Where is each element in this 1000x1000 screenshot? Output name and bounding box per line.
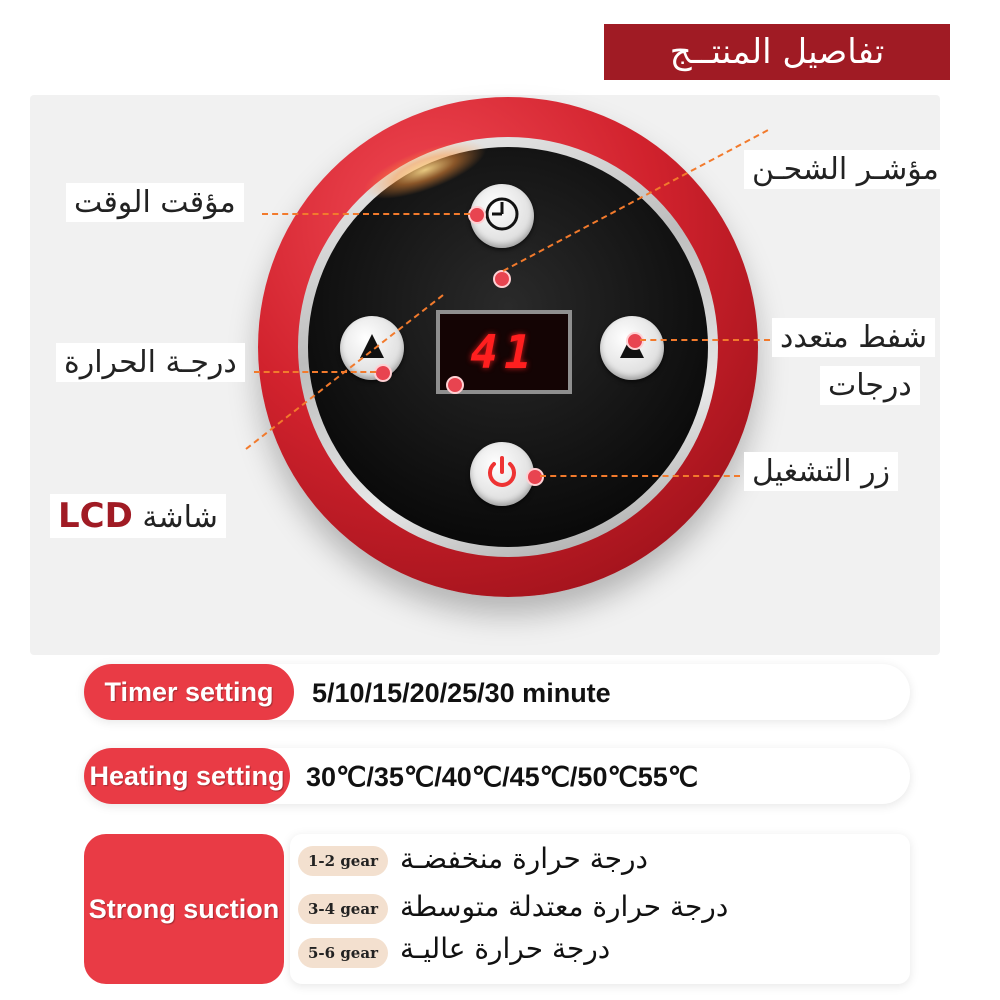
- power-callout-dot: [526, 468, 544, 486]
- gear-chip-low: 1-2 gear: [298, 846, 388, 876]
- clock-icon: [482, 194, 522, 238]
- timer-setting-tag: Timer setting: [84, 664, 294, 720]
- lcd-label-suffix: LCD: [58, 496, 133, 536]
- page-title: تفاصيل المنتــج: [604, 24, 950, 80]
- power-icon: [482, 452, 522, 496]
- timer-callout-dot: [468, 206, 486, 224]
- charging-indicator-label: مؤشـر الشحـن: [744, 150, 947, 189]
- gear-chip-medium: 3-4 gear: [298, 894, 388, 924]
- gear-desc-high: درجة حرارة عاليـة: [400, 932, 611, 965]
- heating-setting-tag: Heating setting: [84, 748, 290, 804]
- multi-suction-label-line2: درجات: [820, 366, 920, 405]
- temperature-label: درجـة الحرارة: [56, 343, 245, 382]
- timer-setting-value: 5/10/15/20/25/30 minute: [312, 678, 611, 708]
- suction-leader-line: [640, 339, 770, 341]
- temperature-leader-line: [254, 371, 376, 373]
- gear-desc-medium: درجة حرارة معتدلة متوسطة: [400, 890, 729, 923]
- heating-setting-value: 30℃/35℃/40℃/45℃/50℃55℃: [306, 762, 699, 792]
- multi-suction-label-line1: شفط متعدد: [772, 318, 935, 357]
- charging-indicator-light: [493, 270, 511, 288]
- lcd-label-prefix: شاشة: [142, 500, 218, 535]
- timer-leader-line: [262, 213, 470, 215]
- strong-suction-tag: Strong suction: [84, 834, 284, 984]
- suction-callout-dot: [626, 332, 644, 350]
- gear-desc-low: درجة حرارة منخفضـة: [400, 842, 649, 875]
- power-button-label: زر التشغيل: [744, 452, 898, 491]
- lcd-label: [50, 494, 226, 538]
- timer-label: مؤقت الوقت: [66, 183, 244, 222]
- gear-chip-high: 5-6 gear: [298, 938, 388, 968]
- temperature-callout-dot: [374, 364, 392, 382]
- lcd-readout: 41: [470, 325, 538, 379]
- lcd-callout-dot: [446, 376, 464, 394]
- power-button[interactable]: [470, 442, 534, 506]
- power-leader-line: [540, 475, 740, 477]
